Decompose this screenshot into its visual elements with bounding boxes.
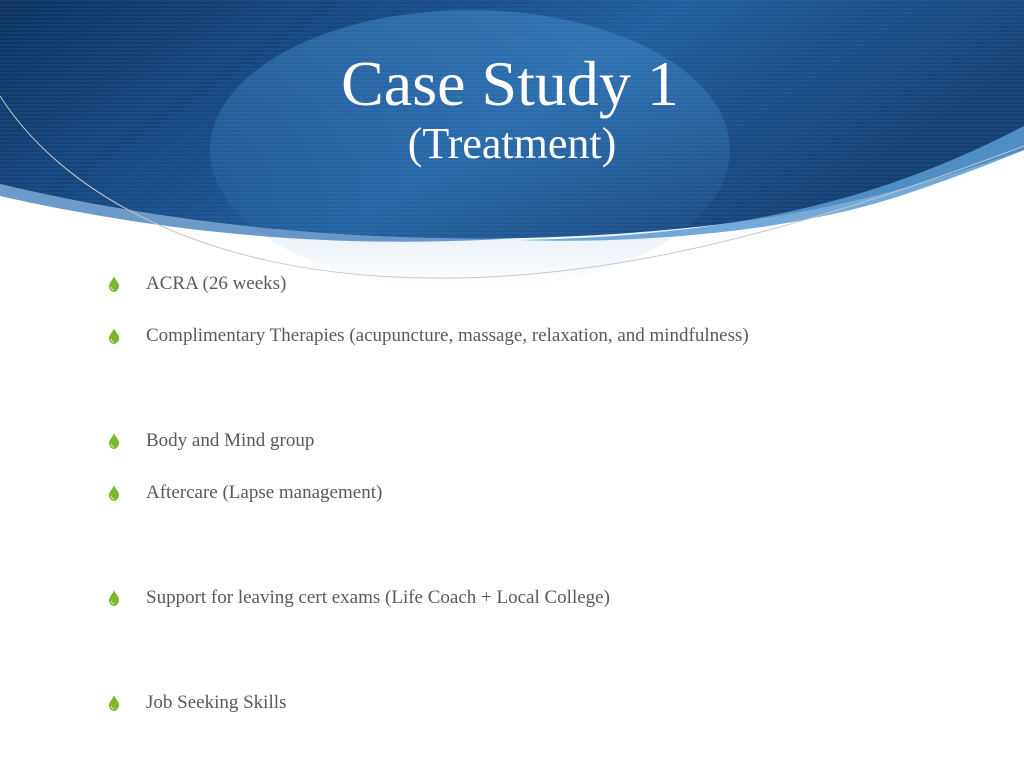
leaf-drop-icon xyxy=(108,328,120,344)
bullet-text: Complimentary Therapies (acupuncture, massage, relaxation, and mindfulness) xyxy=(146,325,749,346)
bullet-item xyxy=(108,479,382,507)
bullet-text: Job Seeking Skills xyxy=(146,692,287,713)
leaf-drop-icon xyxy=(108,276,120,292)
bullet-text: Body and Mind group xyxy=(146,430,315,451)
leaf-drop-icon xyxy=(108,433,120,449)
slide-title: Case Study 1 xyxy=(341,48,679,119)
leaf-drop-icon xyxy=(108,695,120,711)
bullet-text: ACRA (26 weeks) xyxy=(146,273,287,294)
bullet-text: Aftercare (Lapse management) xyxy=(146,482,383,503)
bullet-text: Support for leaving cert exams (Life Coach + Local College) xyxy=(146,587,610,608)
bullet-item xyxy=(108,427,314,455)
bullet-item xyxy=(108,689,286,717)
leaf-drop-icon xyxy=(108,590,120,606)
bullet-item xyxy=(108,270,286,298)
slide-subtitle: (Treatment) xyxy=(407,119,617,168)
bullet-item xyxy=(108,584,610,612)
bullet-item xyxy=(108,322,749,350)
leaf-drop-icon xyxy=(108,485,120,501)
